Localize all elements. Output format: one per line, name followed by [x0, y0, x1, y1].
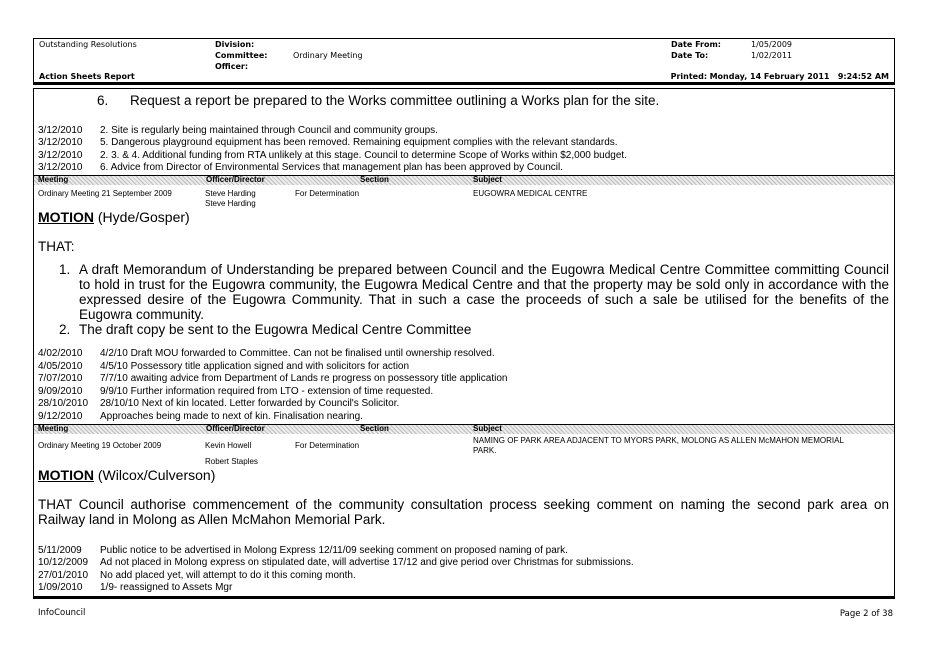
motion-movers: (Hyde/Gosper) — [97, 209, 190, 225]
subject-value-cont: PARK. — [473, 446, 497, 455]
footer-divider — [33, 597, 895, 599]
update-row: 7/07/2010 7/7/10 awaiting advice from Department of Lands re progress on possessory title application — [38, 373, 508, 384]
date-to-label: Date To: — [671, 51, 709, 60]
update-row: 10/12/2009 Ad not placed in Molong express on stipulated date, will advertise 17/12 and give period over Christmas for submissions. — [38, 557, 634, 568]
that-heading: THAT: — [38, 239, 75, 254]
footer-system: InfoCouncil — [38, 608, 86, 618]
report-header — [33, 38, 895, 84]
officer-name: Kevin Howell — [205, 441, 252, 450]
motion-movers: (Wilcox/Culverson) — [97, 467, 216, 483]
printed-stamp — [671, 72, 889, 81]
column-header-bar — [34, 175, 894, 185]
motion-point-1: 1. A draft Memorandum of Understanding be prepared between Council and the Eugowra Medical Centre Committee committing Council to hold in trust for the Eugowra community, the Eugowra Medical Centre and that the property may be sold only in accordance with the expressed desire of the Eugowra Community. That in such a case the proceeds of such a sale be utilised for the benefits of the Eugowra community. — [59, 262, 889, 322]
update-row: 9/12/2010 Approaches being made to next of kin. Finalisation nearing. — [38, 411, 363, 422]
division-label: Division: — [215, 40, 255, 49]
update-row: 1/09/2010 1/9- reassigned to Assets Mgr — [38, 582, 233, 593]
director-name: Robert Staples — [205, 457, 258, 466]
section-value: For Determination — [295, 189, 360, 198]
col-meeting: Meeting — [38, 175, 69, 184]
update-row: 3/12/2010 6. Advice from Director of Environmental Services that management plan has been approved by Council. — [38, 162, 564, 173]
committee-label: Committee: — [215, 51, 268, 60]
update-row: 9/09/2010 9/9/10 Further information required from LTO - extension of time requested. — [38, 386, 434, 397]
officer-name: Steve Harding — [205, 189, 256, 198]
meeting-name: Ordinary Meeting 21 September 2009 — [38, 189, 172, 198]
report-type: Action Sheets Report — [39, 72, 135, 81]
update-row: 3/12/2010 2. 3. & 4. Additional funding from RTA unlikely at this stage. Council to determine Scope of Works within $2,000 budget. — [38, 150, 627, 161]
update-row: 4/05/2010 4/5/10 Possessory title application signed and with solicitors for action — [38, 361, 410, 372]
header-divider — [33, 82, 895, 85]
update-row: 5/11/2009 Public notice to be advertised in Molong Express 12/11/09 seeking comment on proposed naming of park. — [38, 545, 568, 556]
motion-label: MOTION — [38, 209, 94, 225]
printed-label: Printed: — [670, 72, 708, 81]
subject-value: EUGOWRA MEDICAL CENTRE — [473, 189, 588, 198]
director-name: Steve Harding — [205, 199, 256, 208]
printed-value: Monday, 14 February 2011 9:24:52 AM — [709, 72, 889, 81]
report-name: Outstanding Resolutions — [39, 40, 137, 49]
col-subject: Subject — [473, 424, 502, 433]
col-section: Section — [360, 424, 389, 433]
resolution-paragraph: THAT Council authorise commencement of the community consultation process seeking comment on naming the second park area on Railway land in Molong as Allen McMahon Memorial Park. — [38, 497, 889, 527]
committee-value: Ordinary Meeting — [293, 51, 363, 60]
footer-page-number: Page 2 of 38 — [839, 609, 893, 619]
col-subject: Subject — [473, 175, 502, 184]
col-meeting: Meeting — [38, 424, 69, 433]
column-header-bar — [34, 424, 894, 434]
officer-label: Officer: — [215, 62, 249, 71]
meeting-name: Ordinary Meeting 19 October 2009 — [38, 441, 162, 450]
col-officer: Officer/Director — [206, 424, 265, 433]
update-row: 4/02/2010 4/2/10 Draft MOU forwarded to Committee. Can not be finalised until ownership resolved. — [38, 348, 495, 359]
resolution-number: 6. — [97, 93, 109, 108]
resolution-text: Request a report be prepared to the Works committee outlining a Works plan for the site. — [130, 93, 660, 108]
update-row: 3/12/2010 5. Dangerous playground equipment has been removed. Remaining equipment complies with the relevant standards. — [38, 137, 618, 148]
subject-value: NAMING OF PARK AREA ADJACENT TO MYORS PARK, MOLONG AS ALLEN McMAHON MEMORIAL — [473, 436, 844, 445]
update-row: 3/12/2010 2. Site is regularly being maintained through Council and community groups. — [38, 125, 438, 136]
motion-heading — [38, 467, 215, 483]
update-row: 28/10/2010 28/10/10 Next of kin located. Letter forwarded by Council's Solicitor. — [38, 398, 400, 409]
section-value: For Determination — [295, 441, 360, 450]
update-row: 27/01/2010 No add placed yet, will attempt to do it this coming month. — [38, 570, 356, 581]
motion-point-2: 2. The draft copy be sent to the Eugowra Medical Centre Committee — [59, 322, 472, 337]
date-to-value: 1/02/2011 — [751, 51, 793, 60]
date-from-value: 1/05/2009 — [751, 40, 793, 49]
motion-label: MOTION — [38, 467, 94, 483]
col-officer: Officer/Director — [206, 175, 265, 184]
col-section: Section — [360, 175, 389, 184]
date-from-label: Date From: — [671, 40, 722, 49]
motion-heading — [38, 209, 190, 225]
